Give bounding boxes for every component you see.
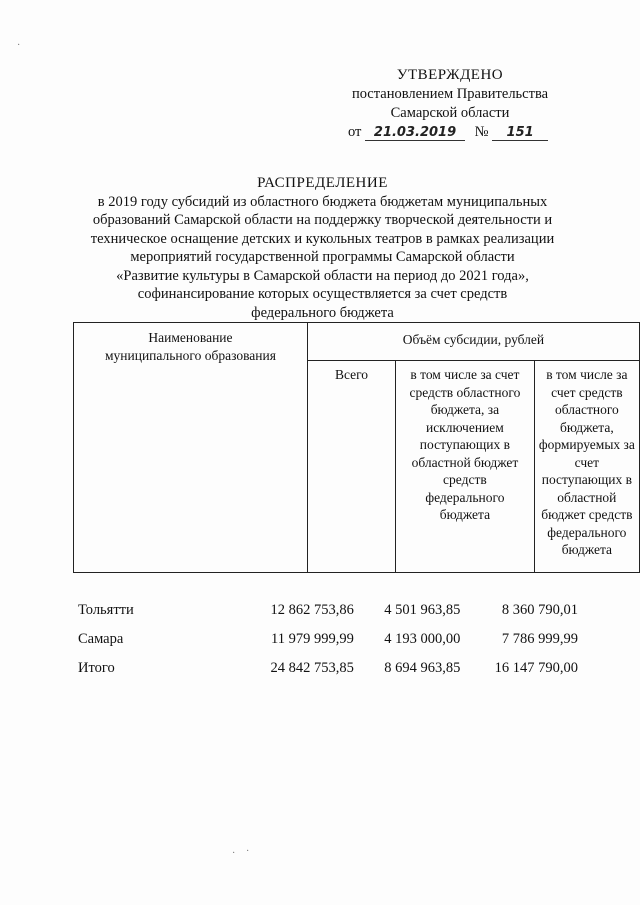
handwritten-date: 21.03.2019 bbox=[365, 125, 465, 141]
approval-date-line bbox=[330, 123, 570, 142]
table-row-total bbox=[78, 660, 578, 689]
row-name: Тольятти bbox=[78, 602, 134, 618]
row-regional: 4 501 963,85 bbox=[384, 602, 461, 618]
row-regional: 8 694 963,85 bbox=[384, 660, 461, 676]
scan-speck: · bbox=[232, 848, 236, 859]
approval-line-2: Самарской области bbox=[390, 105, 510, 121]
handwritten-number: 151 bbox=[492, 125, 548, 141]
date-prefix: от bbox=[348, 124, 362, 140]
row-federal: 8 360 790,01 bbox=[501, 602, 578, 618]
title-line: федерального бюджета bbox=[251, 304, 394, 321]
row-regional: 4 193 000,00 bbox=[384, 631, 461, 647]
scan-speck: · bbox=[17, 40, 21, 51]
table-row bbox=[78, 631, 578, 660]
row-name: Итого bbox=[78, 660, 115, 676]
row-name: Самара bbox=[78, 631, 124, 647]
title-line: софинансирование которых осуществляется за счет средств bbox=[137, 286, 508, 302]
scan-speck: · bbox=[246, 846, 250, 857]
header-federal-share: в том числе за счет средств областного бюджета, формируемых за счет поступающих в областной бюджет средств федерального бюджета bbox=[534, 361, 639, 573]
header-regional-share: в том числе за счет средств областного бюджета, за исключением поступающих в областной бюджет средств федерального бюджета bbox=[396, 361, 535, 573]
header-total: Всего bbox=[307, 361, 395, 573]
row-total: 24 842 753,85 bbox=[270, 660, 354, 676]
title-heading: РАСПРЕДЕЛЕНИЕ bbox=[257, 175, 388, 191]
title-line: образований Самарской области на поддержку творческой деятельности и bbox=[92, 212, 553, 228]
row-federal: 16 147 790,00 bbox=[494, 660, 578, 676]
row-federal: 7 786 999,99 bbox=[501, 631, 578, 647]
header-municipality: Наименование муниципального образования bbox=[74, 323, 308, 573]
approval-line-1: постановлением Правительства bbox=[351, 86, 549, 102]
title-line: мероприятий государственной программы Самарской области bbox=[130, 249, 515, 265]
subsidy-table-header bbox=[73, 322, 640, 573]
title-line: «Развитие культуры в Самарской области на период до 2021 года», bbox=[116, 267, 529, 284]
title-line: техническое оснащение детских и кукольных театров в рамках реализации bbox=[90, 230, 555, 247]
title-line: в 2019 году субсидий из областного бюджета бюджетам муниципальных bbox=[97, 193, 548, 210]
header-subsidy-volume: Объём субсидии, рублей bbox=[307, 323, 639, 361]
row-total: 12 862 753,86 bbox=[270, 602, 354, 618]
number-sign: № bbox=[474, 124, 489, 140]
row-total: 11 979 999,99 bbox=[271, 631, 354, 647]
subsidy-table-body bbox=[78, 602, 578, 689]
approval-stamp bbox=[330, 66, 570, 142]
approval-heading: УТВЕРЖДЕНО bbox=[396, 67, 504, 83]
document-title bbox=[70, 174, 575, 322]
table-row bbox=[78, 602, 578, 631]
